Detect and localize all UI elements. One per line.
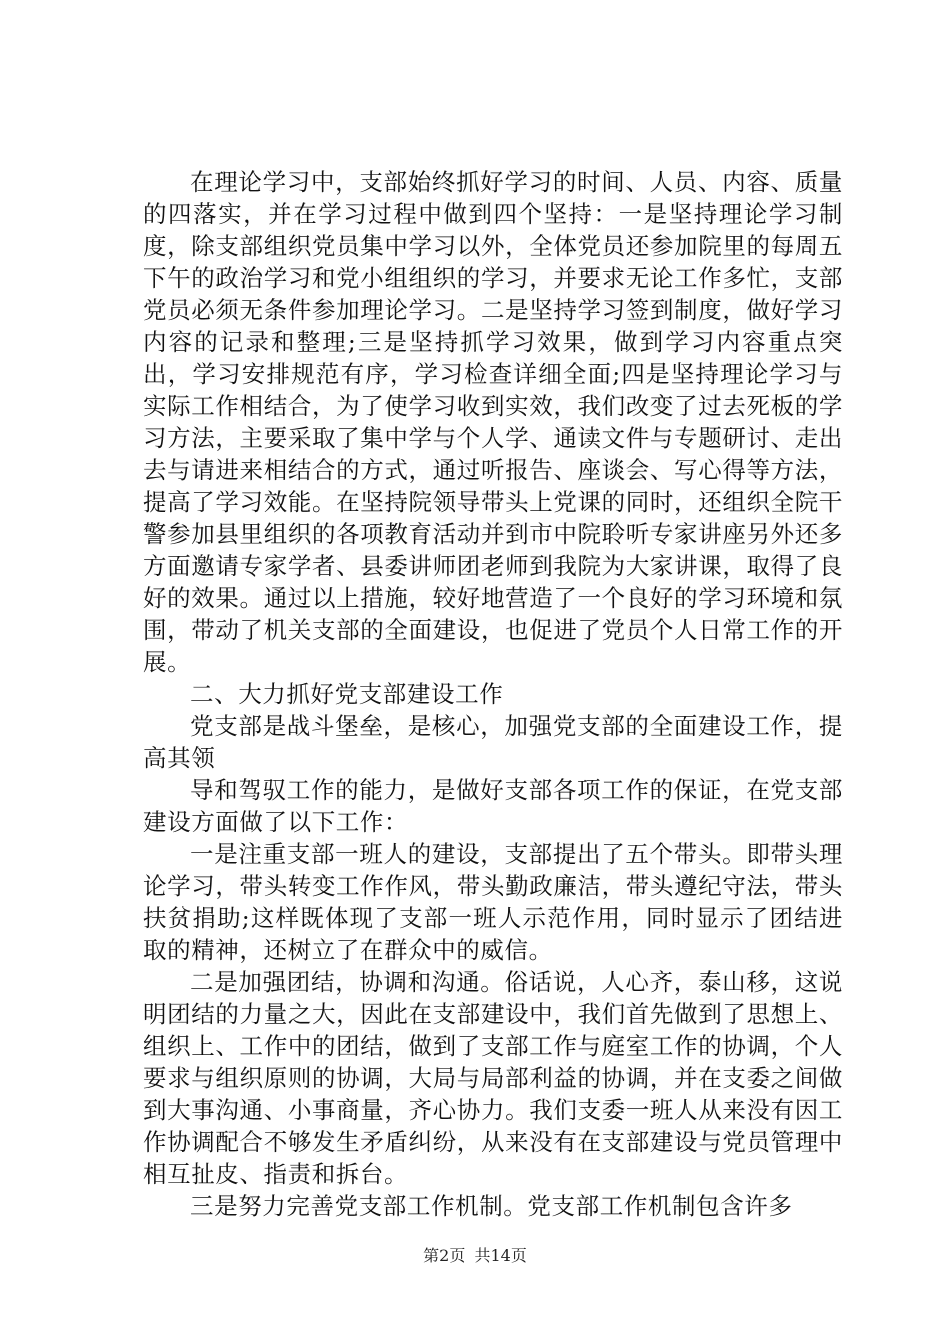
paragraph-branch-ability: 导和驾驭工作的能力，是做好支部各项工作的保证，在党支部建设方面做了以下工作： — [143, 776, 843, 836]
paragraph-five-leads: 一是注重支部一班人的建设，支部提出了五个带头。即带头理论学习，带头转变工作作风，带头勤政廉洁，带头遵纪守法，带头扶贫捐助;这样既体现了支部一班人示范作用，同时显示了团结进取的精神，还树立了在群众中的威信。 — [143, 840, 843, 964]
total-pages: 共14页 — [474, 1246, 527, 1265]
section-heading-party-branch: 二、大力抓好党支部建设工作 — [190, 680, 504, 708]
paragraph-mechanism: 三是努力完善党支部工作机制。党支部工作机制包含许多 — [190, 1192, 793, 1220]
paragraph-branch-core: 党支部是战斗堡垒，是核心，加强党支部的全面建设工作，提高其领 — [143, 712, 843, 772]
page-number: 第2页 — [423, 1246, 466, 1265]
document-body — [143, 166, 843, 1222]
paragraph-theory-study: 在理论学习中，支部始终抓好学习的时间、人员、内容、质量的四落实，并在学习过程中做到四个坚持：一是坚持理论学习制度，除支部组织党员集中学习以外，全体党员还参加院里的每周五下午的政治学习和党小组组织的学习，并要求无论工作多忙，支部党员必须无条件参加理论学习。二是坚持学习签到制度，做好学习内容的记录和整理;三是坚持抓学习效果，做到学习内容重点突出，学习安排规范有序，学习检查详细全面;四是坚持理论学习与实际工作相结合，为了使学习收到实效，我们改变了过去死板的学习方法，主要采取了集中学与个人学、通读文件与专题研讨、走出去与请进来相结合的方式，通过听报告、座谈会、写心得等方法，提高了学习效能。在坚持院领导带头上党课的同时，还组织全院干警参加县里组织的各项教育活动并到市中院聆听专家讲座另外还多方面邀请专家学者、县委讲师团老师到我院为大家讲课，取得了良好的效果。通过以上措施，较好地营造了一个良好的学习环境和氛围，带动了机关支部的全面建设，也促进了党员个人日常工作的开展。 — [143, 168, 843, 676]
paragraph-unity: 二是加强团结，协调和沟通。俗话说，人心齐，泰山移，这说明团结的力量之大，因此在支部建设中，我们首先做到了思想上、组织上、工作中的团结，做到了支部工作与庭室工作的协调，个人要求与组织原则的协调，大局与局部利益的协调，并在支委之间做到大事沟通、小事商量，齐心协力。我们支委一班人从来没有因工作协调配合不够发生矛盾纠纷，从来没有在支部建设与党员管理中相互扯皮、指责和拆台。 — [143, 968, 843, 1188]
page-footer — [0, 1243, 950, 1266]
